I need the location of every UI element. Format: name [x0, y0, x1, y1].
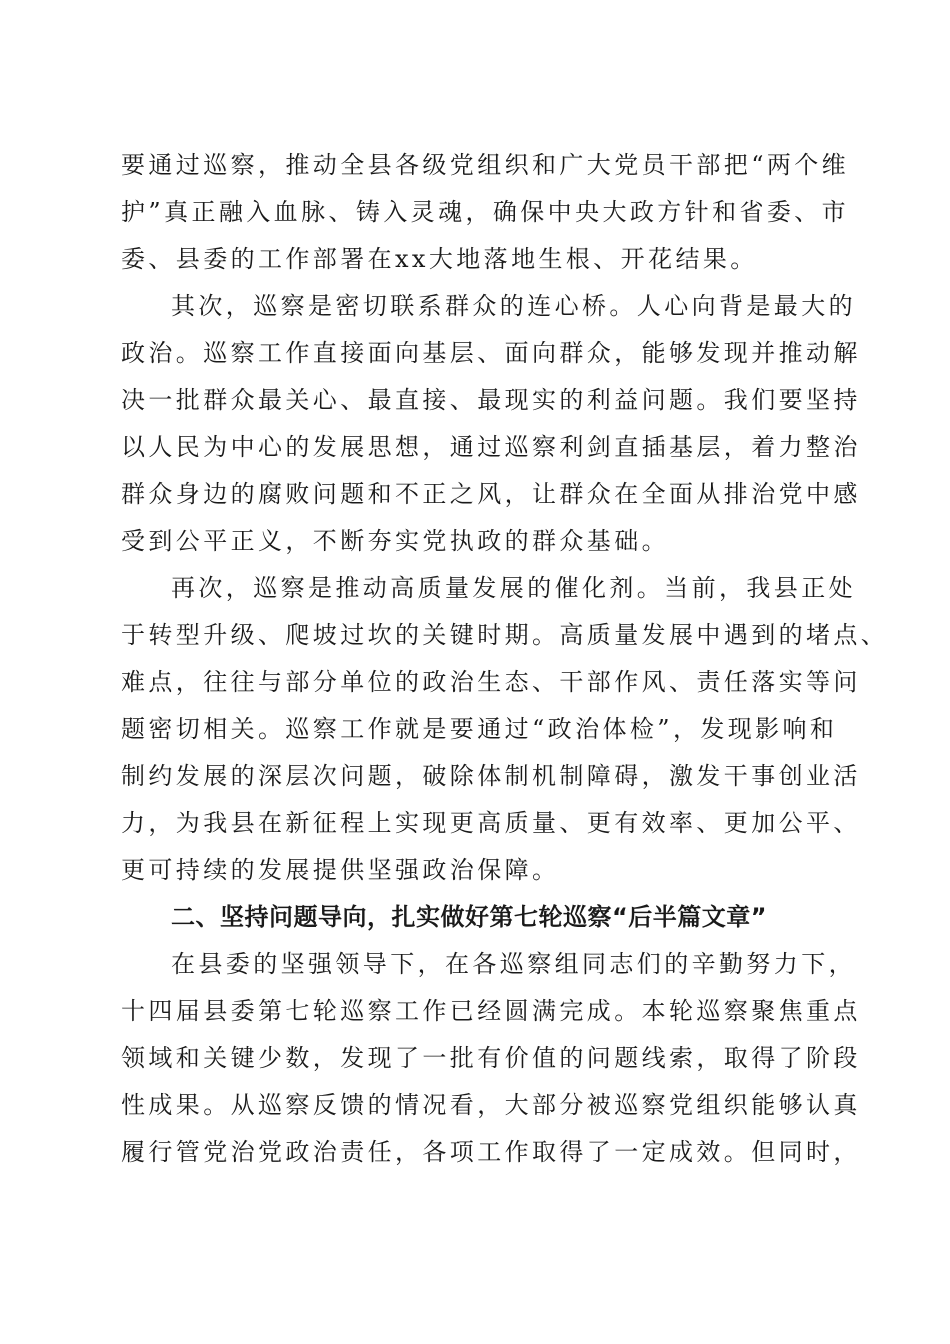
body-line: 更可持续的发展提供坚强政治保障。: [121, 856, 560, 884]
paragraph-start-line: 其次，巡察是密切联系群众的连心桥。人心向背是最大的: [171, 292, 856, 320]
body-line: 领域和关键少数，发现了一批有价值的问题线索，取得了阶段: [121, 1044, 861, 1072]
body-line: 决一批群众最关心、最直接、最现实的利益问题。我们要坚持: [121, 386, 861, 414]
body-line: 护”真正融入血脉、铸入灵魂，确保中央大政方针和省委、市: [121, 198, 850, 226]
body-line: 以人民为中心的发展思想，通过巡察利剑直插基层，着力整治: [121, 433, 861, 461]
body-line: 题密切相关。巡察工作就是要通过“政治体检”，发现影响和: [121, 715, 838, 743]
body-line: 制约发展的深层次问题，破除体制机制障碍，激发干事创业活: [121, 762, 861, 790]
document-body: [121, 142, 889, 1176]
body-line: 委、县委的工作部署在xx大地落地生根、开花结果。: [121, 245, 758, 273]
body-line: 履行管党治党政治责任，各项工作取得了一定成效。但同时，: [121, 1138, 861, 1166]
body-line: 受到公平正义，不断夯实党执政的群众基础。: [121, 527, 669, 555]
body-line: 于转型升级、爬坡过坎的关键时期。高质量发展中遇到的堵点、: [121, 621, 889, 649]
section-heading: 二、坚持问题导向，扎实做好第七轮巡察“后半篇文章”: [171, 903, 768, 931]
paragraph-start-line: 在县委的坚强领导下，在各巡察组同志们的辛勤努力下，: [171, 950, 856, 978]
body-line: 十四届县委第七轮巡察工作已经圆满完成。本轮巡察聚焦重点: [121, 997, 861, 1025]
body-line: 群众身边的腐败问题和不正之风，让群众在全面从排治党中感: [121, 480, 861, 508]
body-line: 性成果。从巡察反馈的情况看，大部分被巡察党组织能够认真: [121, 1091, 861, 1119]
paragraph-start-line: 再次，巡察是推动高质量发展的催化剂。当前，我县正处: [171, 574, 856, 602]
body-line: 要通过巡察，推动全县各级党组织和广大党员干部把“两个维: [121, 151, 850, 179]
body-line: 力，为我县在新征程上实现更高质量、更有效率、更加公平、: [121, 809, 861, 837]
body-line: 政治。巡察工作直接面向基层、面向群众，能够发现并推动解: [121, 339, 861, 367]
body-line: 难点，往往与部分单位的政治生态、干部作风、责任落实等问: [121, 668, 861, 696]
